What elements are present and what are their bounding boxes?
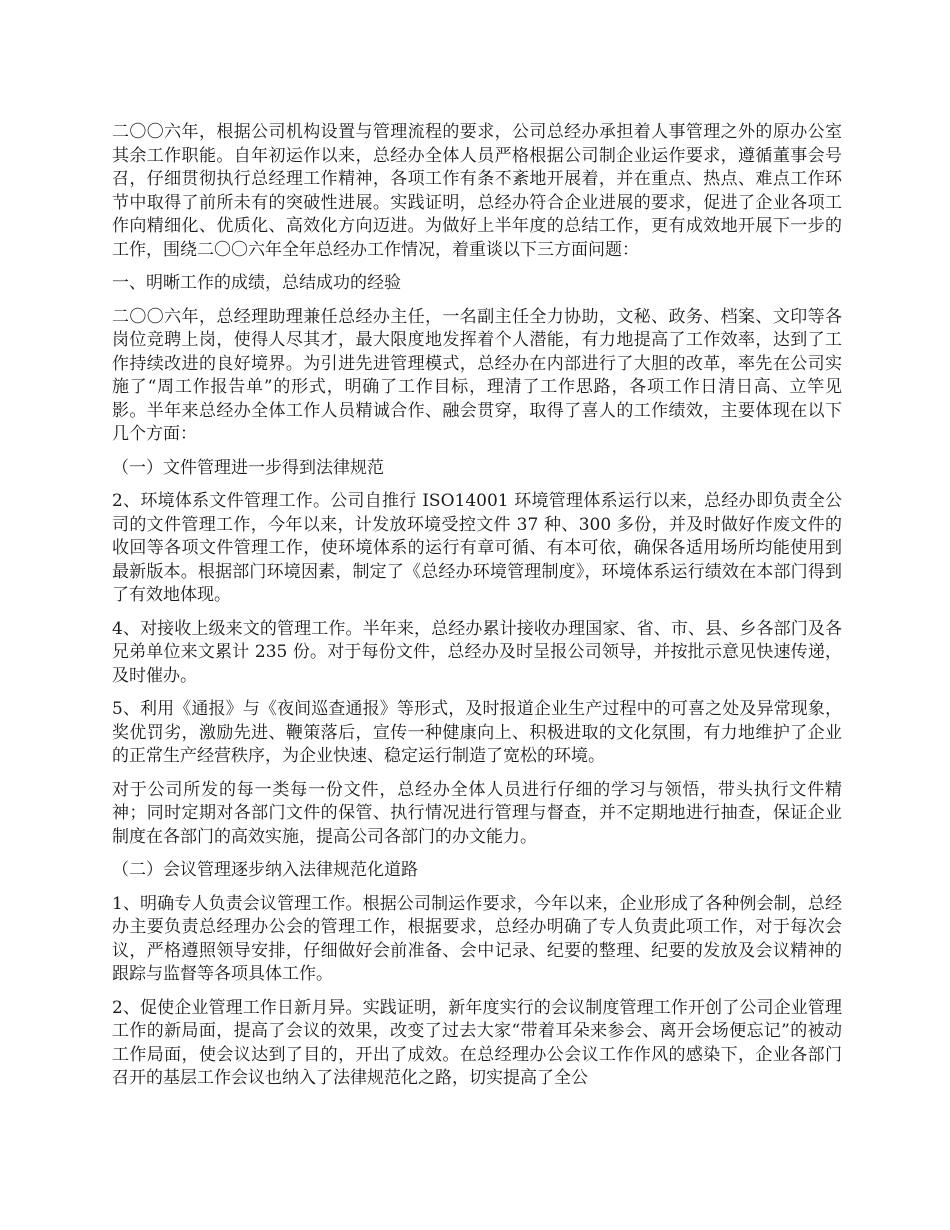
item-4-paragraph: 4、对接收上级来文的管理工作。半年来，总经办累计接收办理国家、省、市、县、乡各部门及各兄弟单位来文累计 235 份。对于每份文件，总经办及时呈报公司领导，并按批示意见快速传递，及时催办。: [112, 618, 842, 686]
item-5-paragraph: 5、利用《通报》与《夜间巡查通报》等形式，及时报道企业生产过程中的可喜之处及异常现象，奖优罚劣，激励先进、鞭策落后，宣传一种健康向上、积极进取的文化氛围，有力地维护了企业的正常生产经营秩序，为企业快速、稳定运行制造了宽松的环境。: [112, 699, 842, 766]
subsection-heading-2: （二）会议管理逐步纳入法律规范化道路: [112, 860, 418, 880]
intro-paragraph: 二〇〇六年，根据公司机构设置与管理流程的要求，公司总经办承担着人事管理之外的原办公室其余工作职能。自年初运作以来，总经办全体人员严格根据公司制企业运作要求，遵循董事会号召，仔细贯彻执行总经理工作精神，各项工作有条不紊地开展着，并在重点、热点、难点工作环节中取得了前所未有的突破性进展。实践证明，总经办符合企业进展的要求，促进了企业各项工作向精细化、优质化、高效化方向迈进。为做好上半年度的总结工作，更有成效地开展下一步的工作，围绕二〇〇六年全年总经办工作情况，着重谈以下三方面问题：: [112, 122, 842, 260]
section-heading-1: 一、明晰工作的成绩，总结成功的经验: [112, 273, 401, 293]
file-summary-paragraph: 对于公司所发的每一类每一份文件，总经办全体人员进行仔细的学习与领悟，带头执行文件精神；同时定期对各部门文件的保管、执行情况进行管理与督查，并不定期地进行抽查，保证企业制度在各部门的高效实施，提高公司各部门的办文能力。: [112, 779, 842, 847]
item-2-paragraph: 2、环境体系文件管理工作。公司自推行 ISO14001 环境管理体系运行以来，总经办即负责全公司的文件管理工作，今年以来，计发放环境受控文件 37 种、300 多份，并及时做好作废文件的收回等各项文件管理工作，使环境体系的运行有章可循、有本可依，确保各适用场所均能使用到最新版本。根据部门环境因素，制定了《总经办环境管理制度》，环境体系运行绩效在本部门得到了有效地体现。: [112, 491, 842, 605]
meeting-item-2-paragraph: 2、促使企业管理工作日新月异。实践证明，新年度实行的会议制度管理工作开创了公司企业管理工作的新局面，提高了会议的效果，改变了过去大家“带着耳朵来参会、离开会场便忘记”的被动工作局面，使会议达到了目的，开出了成效。在总经理办公会议工作作风的感染下，企业各部门召开的基层工作会议也纳入了法律规范化之路，切实提高了全公: [112, 997, 842, 1088]
meeting-item-1-paragraph: 1、明确专人负责会议管理工作。根据公司制运作要求，今年以来，企业形成了各种例会制，总经办主要负责总经理办公会的管理工作，根据要求，总经办明确了专人负责此项工作，对于每次会议，严格遵照领导安排，仔细做好会前准备、会中记录、纪要的整理、纪要的发放及会议精神的跟踪与监督等各项具体工作。: [112, 893, 842, 984]
section-1-paragraph: 二〇〇六年，总经理助理兼任总经办主任，一名副主任全力协助，文秘、政务、档案、文印等各岗位竞聘上岗，使得人尽其才，最大限度地发挥着个人潜能，有力地提高了工作效率，达到了工作持续改进的良好境界。为引进先进管理模式，总经办在内部进行了大胆的改革，率先在公司实施了“周工作报告单”的形式，明确了工作目标，理清了工作思路，各项工作日清日高、立竿见影。半年来总经办全体工作人员精诚合作、融会贯穿，取得了喜人的工作绩效，主要体现在以下几个方面：: [112, 306, 842, 444]
subsection-heading-1: （一）文件管理进一步得到法律规范: [112, 457, 384, 478]
document-body: [112, 121, 842, 1101]
